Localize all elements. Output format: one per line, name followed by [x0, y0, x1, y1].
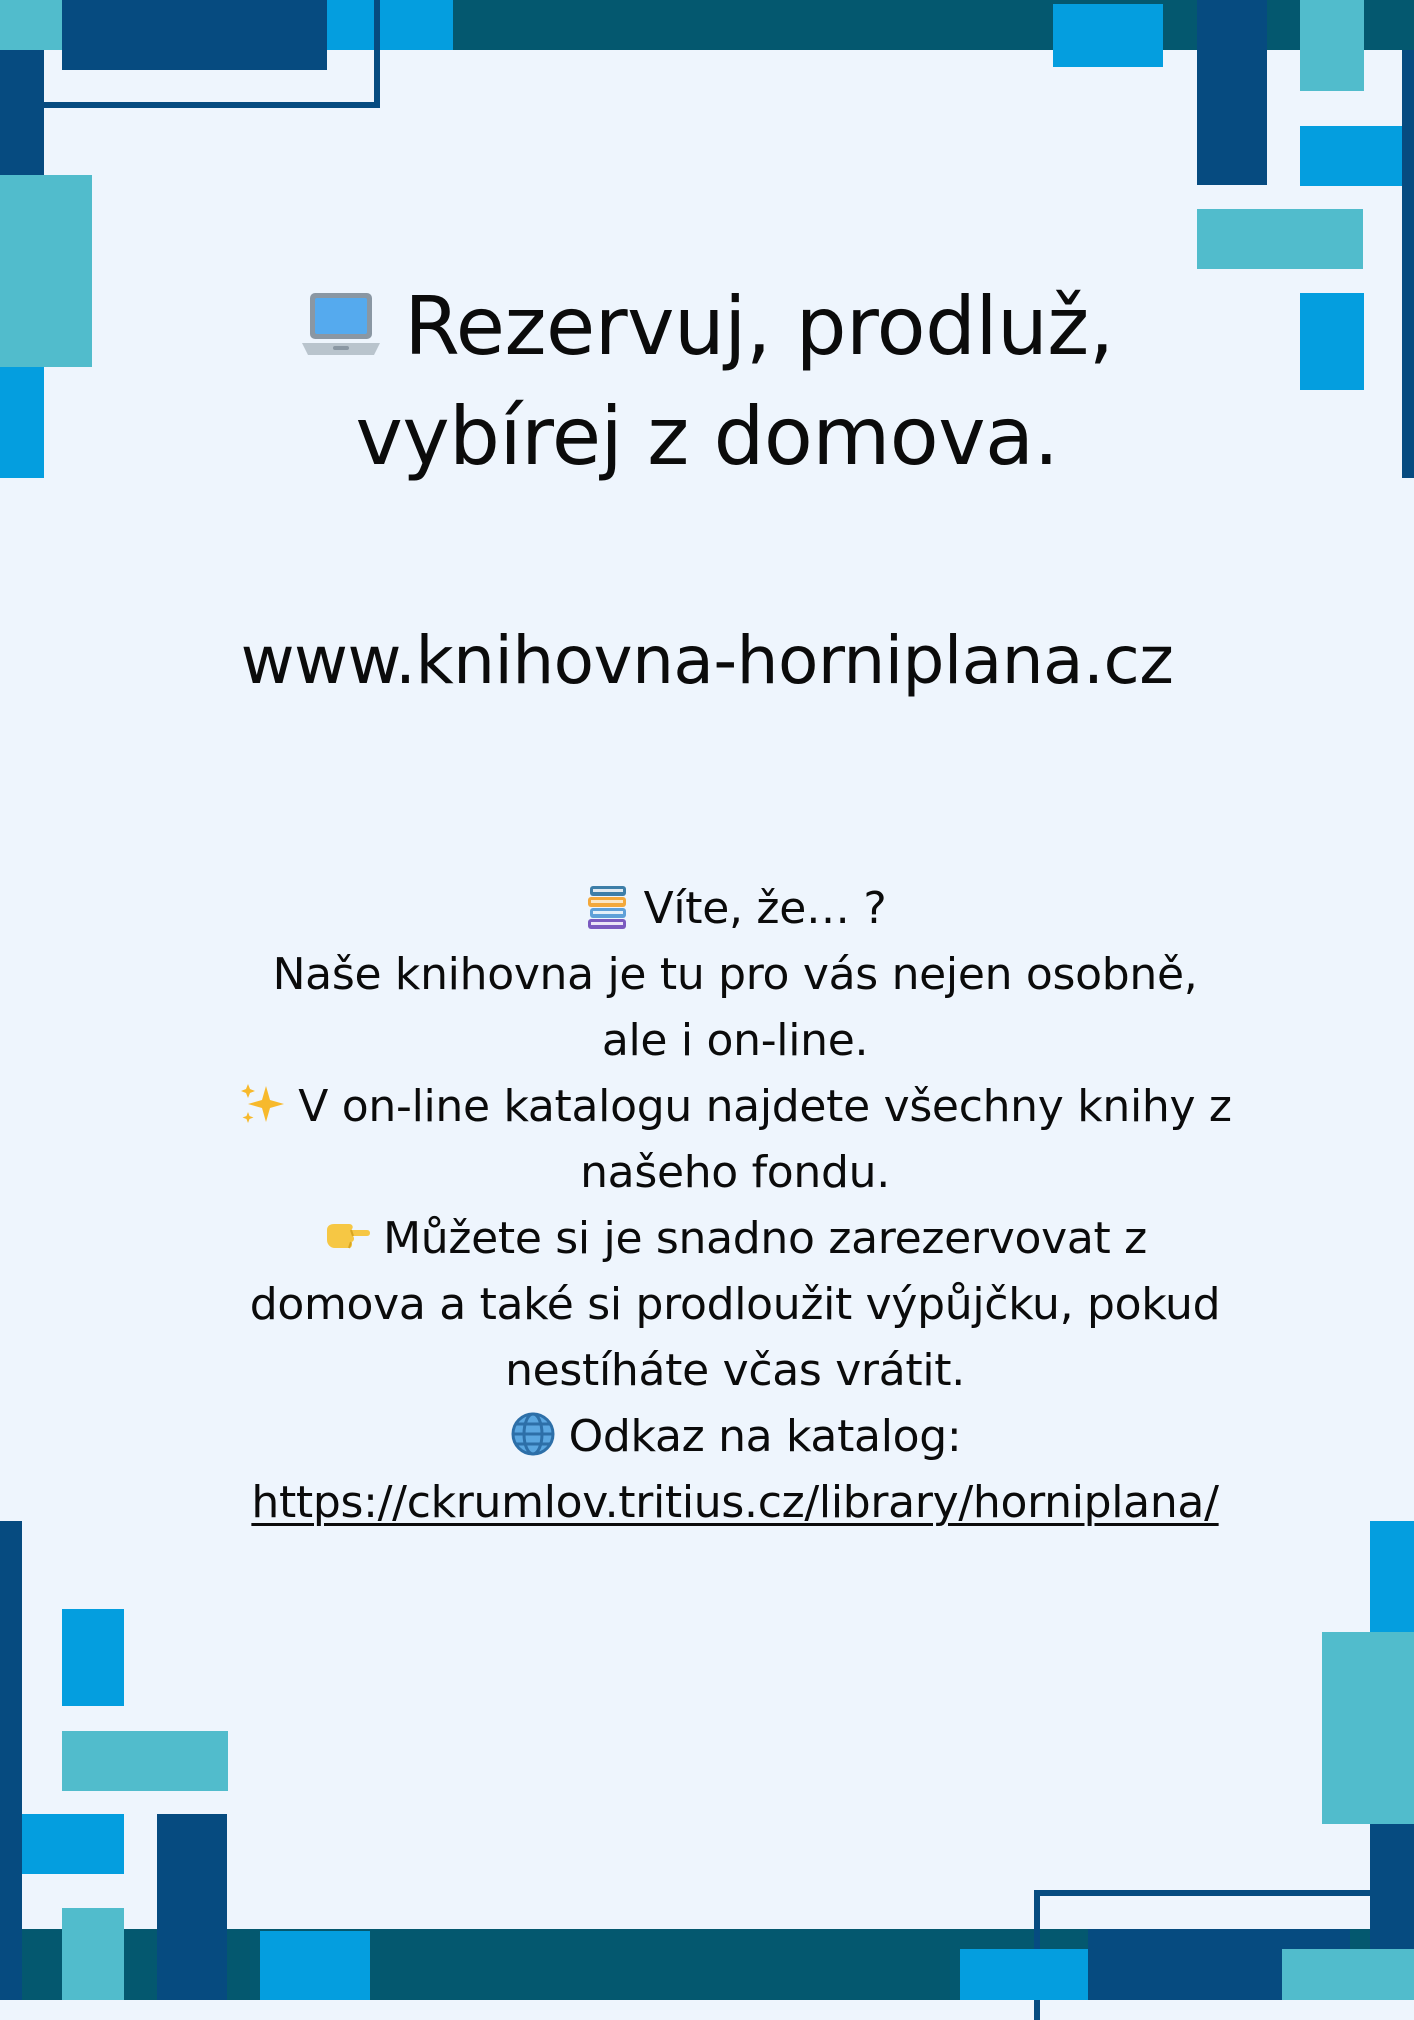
info-line-1: Naše knihovna je tu pro vás nejen osobně, — [272, 949, 1198, 1000]
info-heading — [190, 876, 1280, 942]
info-line-6: domova a také si prodloužit výpůjčku, pokud — [249, 1279, 1221, 1330]
website-url[interactable]: www.knihovna-horniplana.cz — [240, 622, 1174, 699]
pointing-hand-icon — [323, 1212, 371, 1260]
info-line-4: našeho fondu. — [580, 1147, 890, 1198]
title-line-2: vybírej z domova. — [355, 390, 1059, 483]
deco-bottom-right-sky — [960, 1949, 1088, 2000]
catalog-label-row — [190, 1404, 1280, 1470]
deco-top-right-sky — [1053, 4, 1163, 67]
info-line-5 — [190, 1206, 1280, 1272]
sparkles-icon — [238, 1080, 286, 1128]
catalog-link-row — [190, 1470, 1280, 1536]
info-line-2: ale i on-line. — [601, 1015, 869, 1066]
deco-top-right-navy — [1197, 0, 1267, 185]
deco-bottom-right-aqua — [1282, 1949, 1414, 2000]
globe-icon — [509, 1410, 557, 1458]
laptop-icon — [300, 291, 382, 361]
deco-top-right-aqua-bar — [1197, 209, 1363, 269]
deco-bottom-left-sky-bar — [22, 1814, 124, 1874]
title-text-1: Rezervuj, prodluž, — [404, 280, 1114, 373]
books-icon — [584, 882, 632, 930]
deco-top-right-sky-bar — [1300, 126, 1414, 186]
catalog-link[interactable]: https://ckrumlov.tritius.cz/library/horniplana/ — [251, 1477, 1219, 1528]
deco-bottom-left-navy — [157, 1814, 227, 2000]
page-title — [0, 272, 1414, 492]
deco-top-right-aqua-top — [1300, 0, 1364, 91]
info-line-5-text: Můžete si je snadno zarezervovat z — [383, 1213, 1147, 1264]
info-line-3 — [190, 1074, 1280, 1140]
catalog-label: Odkaz na katalog: — [568, 1411, 962, 1462]
deco-bottom-sky — [260, 1931, 370, 2000]
deco-left-navy-bar — [0, 50, 44, 176]
deco-bottom-right-aqua-block — [1322, 1632, 1414, 1824]
deco-bottom-right-sky-top — [1370, 1521, 1414, 1632]
info-line-7: nestíháte včas vrátit. — [505, 1345, 965, 1396]
deco-bottom-left-aqua — [62, 1908, 124, 2000]
deco-bottom-left-sky-top — [62, 1609, 124, 1706]
info-heading-text: Víte, že… ? — [643, 883, 887, 934]
deco-bottom-left-aqua-bar — [62, 1731, 228, 1791]
info-block — [190, 876, 1280, 1536]
title-line-1 — [0, 272, 1414, 382]
info-line-3-text: V on-line katalogu najdete všechny knihy z — [298, 1081, 1232, 1132]
deco-top-left-outline — [40, 0, 380, 108]
deco-left-navy-edge — [0, 1521, 22, 2000]
